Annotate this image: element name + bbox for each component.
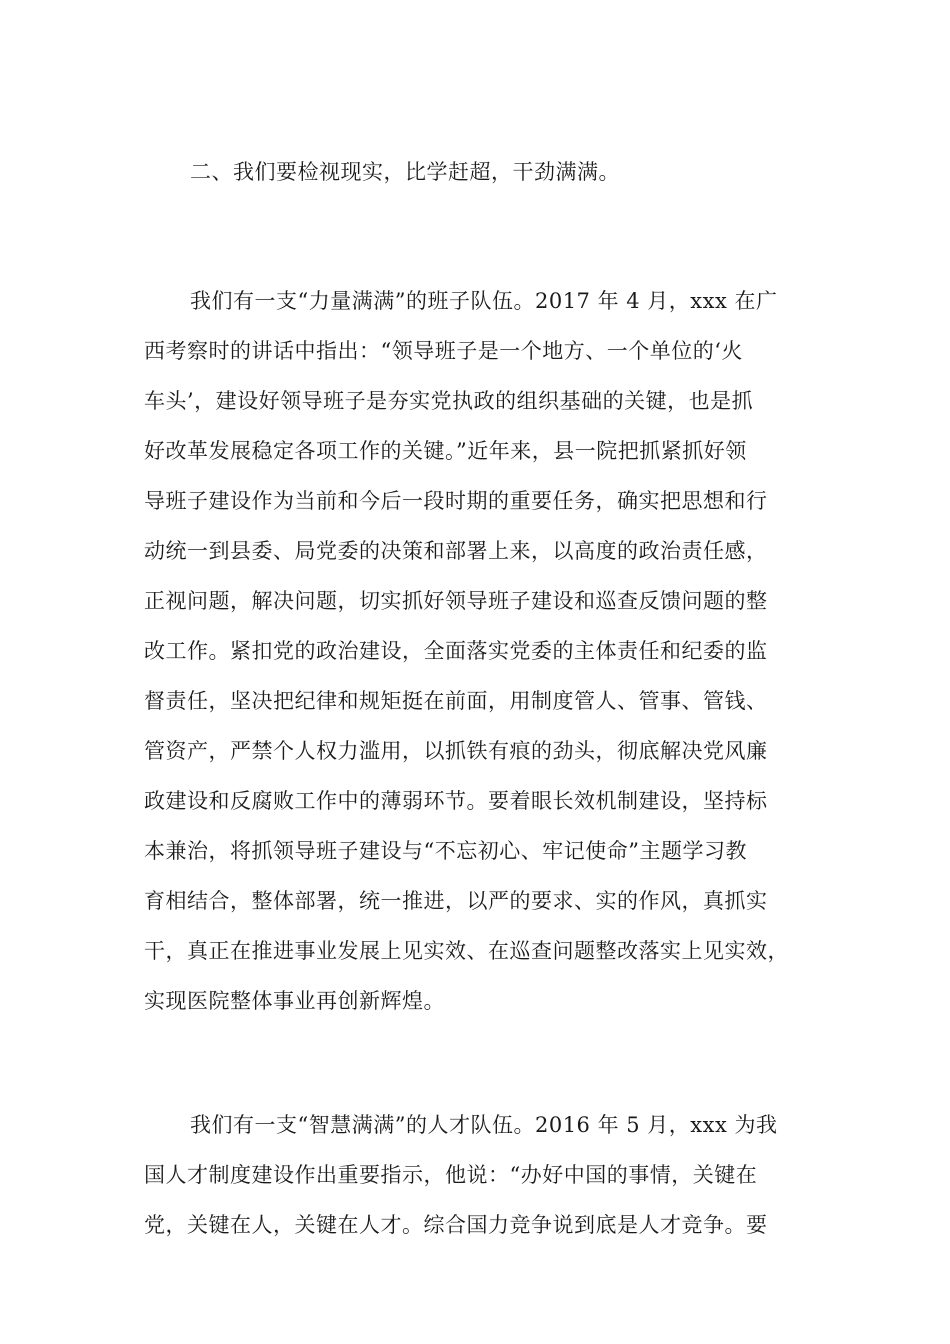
paragraph-line: 西考察时的讲话中指出：“领导班子是一个地方、一个单位的‘火 [144, 339, 743, 363]
paragraph-line: 导班子建设作为当前和今后一段时期的重要任务，确实把思想和行 [144, 489, 768, 513]
paragraph-line: 党，关键在人，关键在人才。综合国力竞争说到底是人才竞争。要 [144, 1213, 768, 1237]
paragraph-line: 改工作。紧扣党的政治建设，全面落实党委的主体责任和纪委的监 [144, 639, 768, 663]
paragraph-line: 我们有一支“智慧满满”的人才队伍。2016 年 5 月，xxx 为我 [190, 1113, 778, 1137]
section-heading: 二、我们要检视现实，比学赶超，干劲满满。 [190, 160, 620, 184]
paragraph-line: 督责任，坚决把纪律和规矩挺在前面，用制度管人、管事、管钱、 [144, 689, 768, 713]
paragraph-line: 实现医院整体事业再创新辉煌。 [144, 989, 445, 1013]
paragraph-line: 政建设和反腐败工作中的薄弱环节。要着眼长效机制建设，坚持标 [144, 789, 768, 813]
paragraph-line: 干，真正在推进事业发展上见实效、在巡查问题整改落实上见实效， [144, 939, 789, 963]
paragraph-line: 国人才制度建设作出重要指示，他说：“办好中国的事情，关键在 [144, 1163, 758, 1187]
paragraph-line: 育相结合，整体部署，统一推进，以严的要求、实的作风，真抓实 [144, 889, 768, 913]
paragraph-line: 管资产，严禁个人权力滥用，以抓铁有痕的劲头，彻底解决党风廉 [144, 739, 768, 763]
paragraph-line: 本兼治，将抓领导班子建设与“不忘初心、牢记使命”主题学习教 [144, 839, 747, 863]
paragraph-line: 我们有一支“力量满满”的班子队伍。2017 年 4 月，xxx 在广 [190, 289, 778, 313]
paragraph-line: 正视问题，解决问题，切实抓好领导班子建设和巡查反馈问题的整 [144, 589, 768, 613]
paragraph-line: 好改革发展稳定各项工作的关键。”近年来，县一院把抓紧抓好领 [144, 439, 747, 463]
paragraph-line: 动统一到县委、局党委的决策和部署上来，以高度的政治责任感， [144, 539, 768, 563]
paragraph-line: 车头’，建设好领导班子是夯实党执政的组织基础的关键，也是抓 [144, 389, 754, 413]
